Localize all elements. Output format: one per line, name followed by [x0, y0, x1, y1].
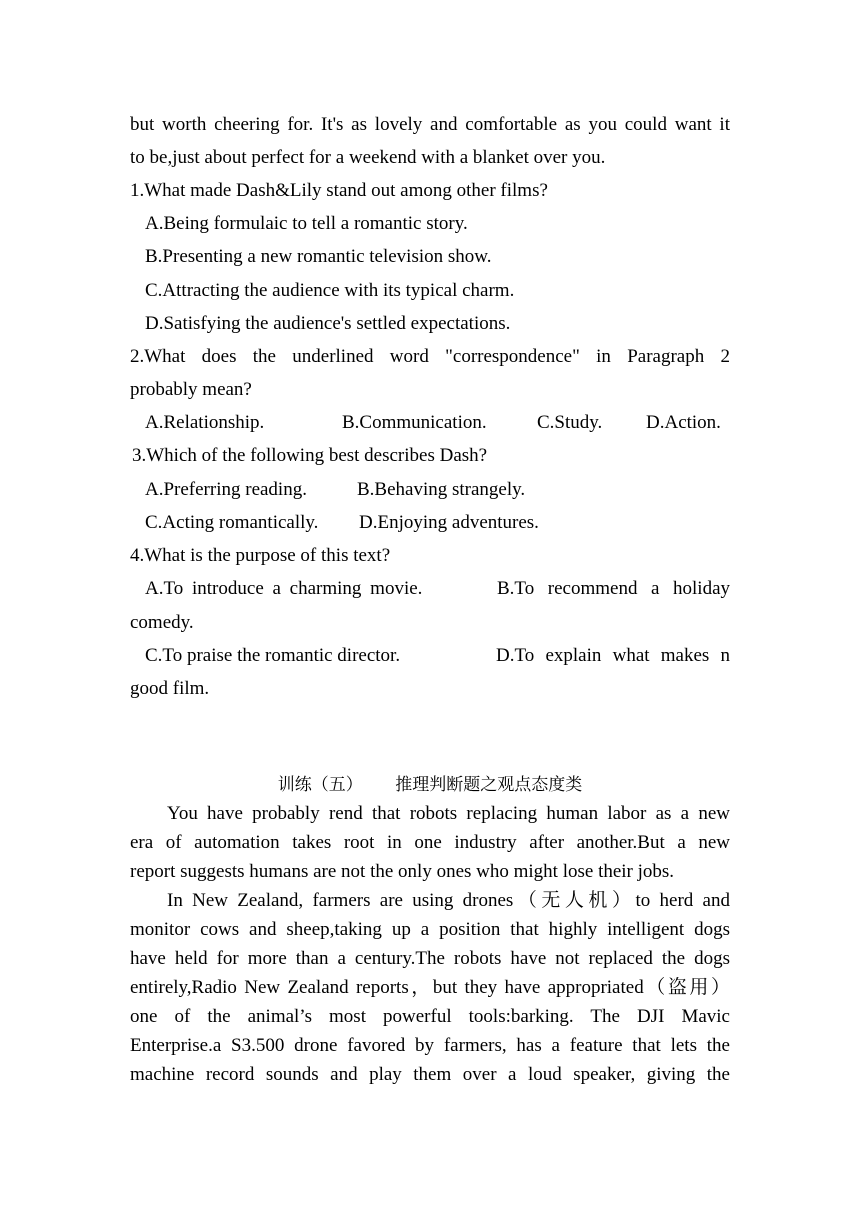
option-a: A.Being formulaic to tell a romantic story.: [145, 213, 468, 234]
option-c: C.Attracting the audience with its typical charm.: [145, 280, 515, 301]
option-a: A.To introduce a charming movie.: [145, 578, 423, 599]
passage-line: report suggests humans are not the only ones who might lose their jobs.: [130, 861, 675, 882]
option-d-continued: good film.: [130, 678, 210, 699]
option-b: B.Behaving strangely.: [357, 479, 526, 500]
option-a: A.Relationship.: [145, 412, 265, 433]
option-c: C.Acting romantically.: [145, 512, 319, 533]
passage-line: have held for more than a century.The robots have not replaced the dogs: [130, 948, 730, 969]
option-b: B.Presenting a new romantic television show.: [145, 246, 492, 267]
option-b-continued: comedy.: [130, 612, 194, 633]
passage-line: era of automation takes root in one industry after another.But a new: [130, 832, 730, 853]
passage-line: Enterprise.a S3.500 drone favored by farmers, has a feature that lets the: [130, 1035, 730, 1056]
passage-line: You have probably rend that robots replacing human labor as a new: [167, 803, 730, 824]
passage-line: but worth cheering for. It's as lovely and comfortable as you could want it: [130, 114, 730, 135]
option-b: B.To recommend a holiday: [497, 578, 730, 599]
option-c: C.Study.: [537, 412, 603, 433]
question-stem: 4.What is the purpose of this text?: [130, 545, 391, 566]
question-stem: 2.What does the underlined word "correspondence" in Paragraph 2: [130, 346, 730, 367]
option-d: D.Enjoying adventures.: [359, 512, 539, 533]
passage-line: In New Zealand, farmers are using drones（无人机）to herd and: [167, 890, 730, 911]
question-stem: 3.Which of the following best describes Dash?: [132, 445, 488, 466]
option-d: D.Action.: [646, 412, 721, 433]
passage-line: to be,just about perfect for a weekend with a blanket over you.: [130, 147, 606, 168]
question-stem-continued: probably mean?: [130, 379, 252, 400]
option-c: C.To praise the romantic director.: [145, 645, 401, 666]
option-b: B.Communication.: [342, 412, 487, 433]
question-stem: 1.What made Dash&Lily stand out among other films?: [130, 180, 548, 201]
passage-line: one of the animal’s most powerful tools:barking. The DJI Mavic: [130, 1006, 730, 1027]
section-title: 训练（五） 推理判断题之观点态度类: [277, 775, 583, 795]
passage-line: entirely,Radio New Zealand reports，but they have appropriated（盗用）: [130, 977, 730, 998]
option-d: D.To explain what makes n: [496, 645, 730, 666]
option-d: D.Satisfying the audience's settled expectations.: [145, 313, 511, 334]
passage-line: machine record sounds and play them over a loud speaker, giving the: [130, 1064, 730, 1085]
passage-line: monitor cows and sheep,taking up a position that highly intelligent dogs: [130, 919, 730, 940]
option-a: A.Preferring reading.: [145, 479, 307, 500]
